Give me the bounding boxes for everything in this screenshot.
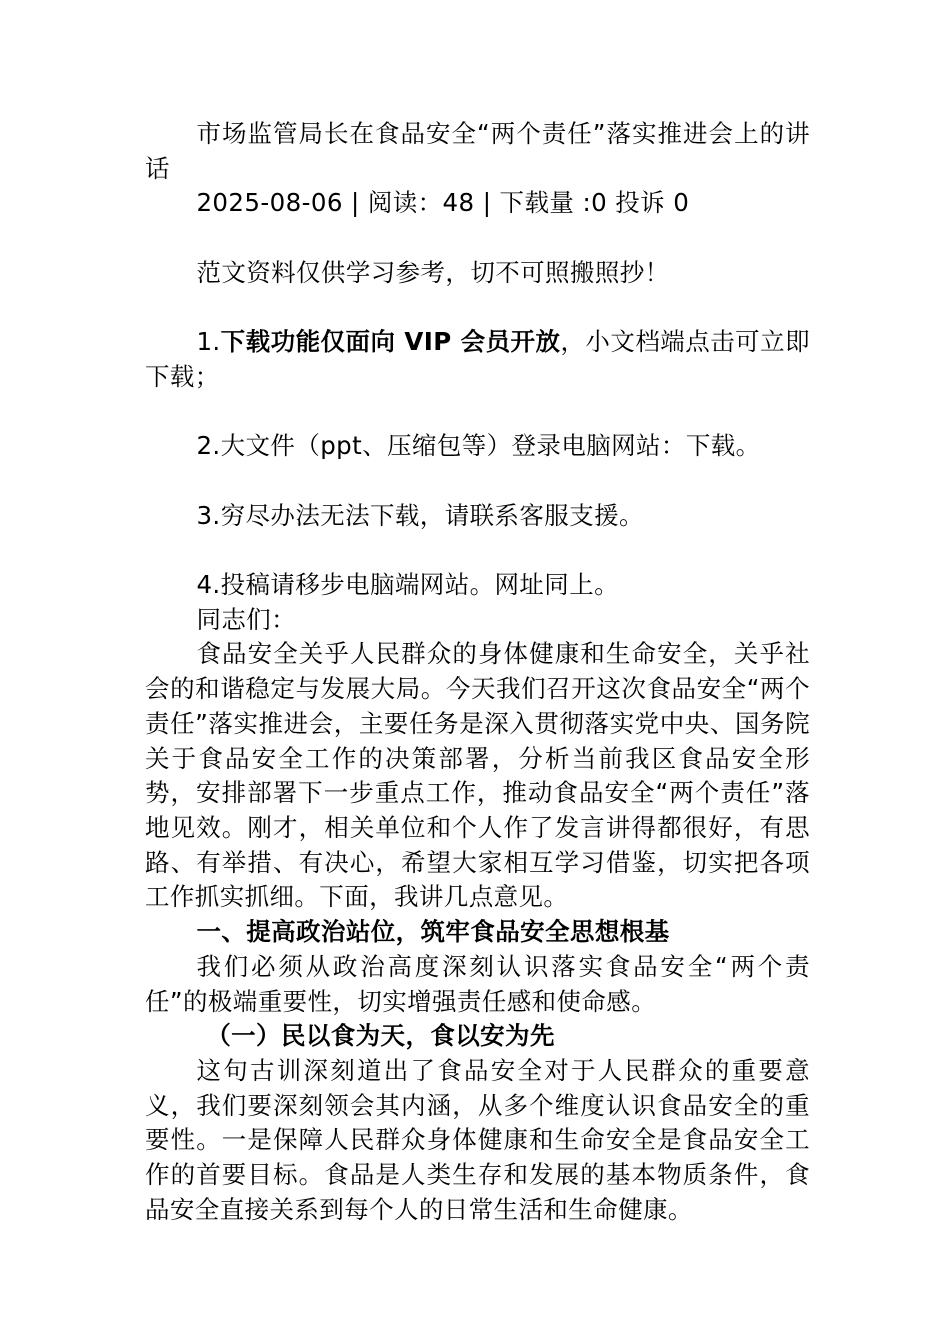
spacer bbox=[145, 291, 810, 326]
body-paragraph-2: 我们必须从政治高度深刻认识落实食品安全“两个责任”的极端重要性，切实增强责任感和使命感。 bbox=[145, 951, 810, 1016]
notice-item-2: 2.大文件（ppt、压缩包等）登录电脑网站：下载。 bbox=[196, 431, 761, 461]
body-paragraph-1: 食品安全关乎人民群众的身体健康和生命安全，关乎社会的和谐稳定与发展大局。今天我们召开这次食品安全“两个责任”落实推进会，主要任务是深入贯彻落实党中央、国务院关于食品安全工作的决策部署，分析当前我区食品安全形势，安排部署下一步重点工作，推动食品安全“两个责任”落地见效。刚才，相关单位和个人作了发言讲得都很好，有思路、有举措、有决心，希望大家相互学习借鉴，切实把各项工作抓实抓细。下面，我讲几点意见。 bbox=[145, 639, 810, 912]
item1-bold-text: 下载功能仅面向 VIP 会员开放 bbox=[220, 327, 561, 357]
document-page bbox=[145, 117, 810, 1227]
spacer bbox=[145, 533, 810, 568]
notice-item-1 bbox=[145, 325, 810, 394]
notice-item-4: 4.投稿请移步电脑端网站。网址同上。 bbox=[196, 570, 620, 600]
greeting: 同志们： bbox=[196, 604, 297, 634]
subsection-heading-1: （一）民以食为天，食以安为先 bbox=[206, 1021, 555, 1051]
item1-number: 1. bbox=[196, 327, 221, 357]
item1-rest-text: ，小文档端点击可立即下载； bbox=[145, 327, 810, 391]
spacer bbox=[145, 464, 810, 499]
notice-text: 范文资料仅供学习参考，切不可照搬照抄！ bbox=[196, 257, 670, 287]
spacer bbox=[145, 221, 810, 256]
section-heading-1: 一、提高政治站位，筑牢食品安全思想根基 bbox=[196, 917, 670, 947]
spacer bbox=[145, 395, 810, 430]
document-meta: 2025-08-06 | 阅读：48 | 下载量 :0 投诉 0 bbox=[196, 188, 690, 218]
document-title: 市场监管局长在食品安全“两个责任”落实推进会上的讲话 bbox=[145, 119, 810, 183]
notice-item-3: 3.穷尽办法无法下载，请联系客服支援。 bbox=[196, 500, 644, 530]
body-paragraph-3: 这句古训深刻道出了食品安全对于人民群众的重要意义，我们要深刻领会其内涵，从多个维度认识食品安全的重要性。一是保障人民群众身体健康和生命安全是食品安全工作的首要目标。食品是人类生存和发展的基本物质条件，食品安全直接关系到每个人的日常生活和生命健康。 bbox=[145, 1055, 810, 1224]
